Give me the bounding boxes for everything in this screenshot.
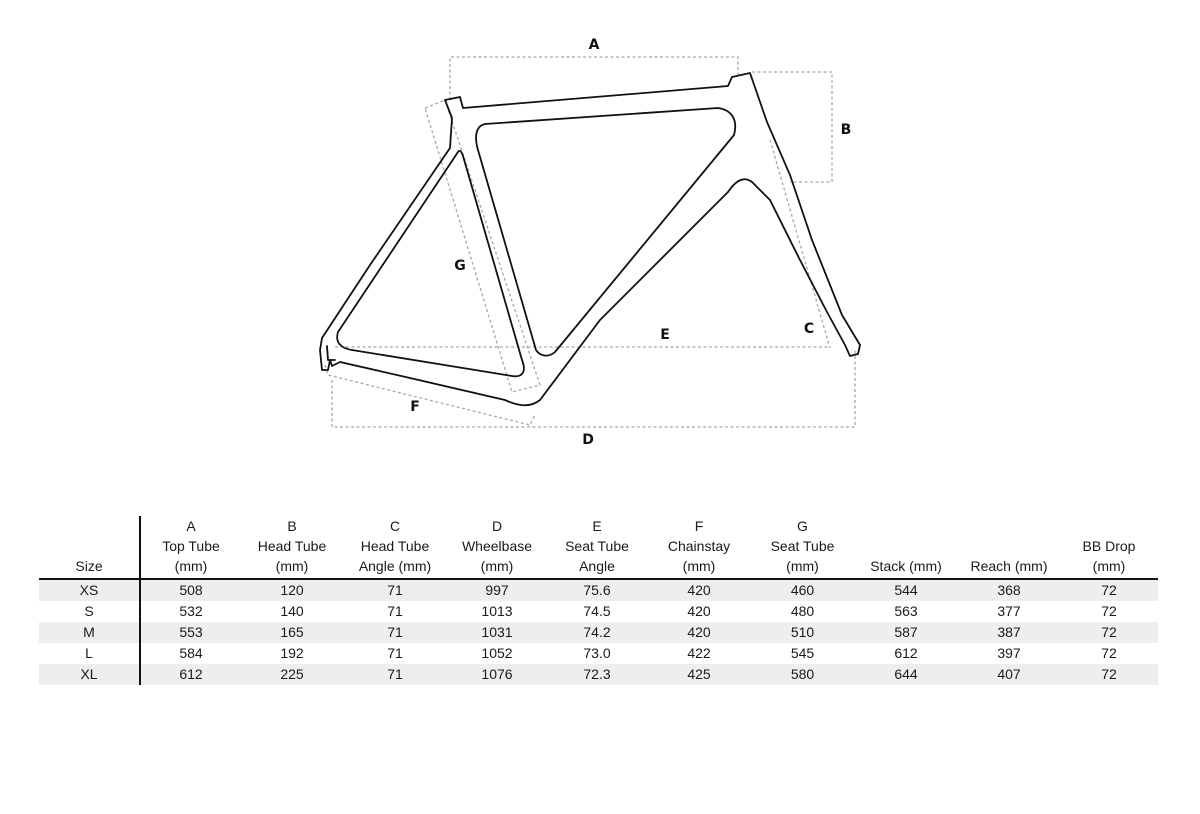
column-header-reach bbox=[958, 516, 1060, 579]
table-cell: 74.5 bbox=[583, 603, 611, 619]
table-cell: 563 bbox=[894, 603, 918, 619]
table-cell: 73.0 bbox=[583, 645, 611, 661]
table-cell: 997 bbox=[447, 579, 547, 601]
table-row bbox=[39, 579, 1158, 601]
table-cell: 72 bbox=[1060, 579, 1158, 601]
table-cell: 544 bbox=[854, 579, 958, 601]
column-header-line: (mm) bbox=[174, 558, 208, 574]
table-cell: 71 bbox=[387, 603, 403, 619]
geometry-table bbox=[39, 516, 1158, 685]
column-header-line: (mm) bbox=[682, 558, 716, 574]
table-cell: 420 bbox=[647, 579, 751, 601]
column-header-line: Head Tube bbox=[360, 538, 430, 554]
table-cell: 644 bbox=[854, 664, 958, 685]
dimension-label-e: E bbox=[660, 327, 670, 343]
size-cell: XL bbox=[39, 664, 140, 685]
column-header-line: Size bbox=[75, 558, 103, 574]
table-cell: 460 bbox=[751, 579, 854, 601]
table-cell: 165 bbox=[241, 622, 343, 643]
column-header-a bbox=[140, 516, 241, 579]
rear-triangle-inner bbox=[337, 151, 524, 377]
column-header-line: (mm) bbox=[1092, 558, 1126, 574]
table-cell: 545 bbox=[790, 645, 815, 661]
column-header-line: Wheelbase bbox=[461, 538, 533, 554]
dropout bbox=[327, 346, 335, 360]
table-cell: 425 bbox=[647, 664, 751, 685]
column-header-line: G bbox=[797, 518, 808, 534]
table-cell: 1013 bbox=[481, 603, 513, 619]
column-header-line: F bbox=[694, 518, 704, 534]
column-header-line: Reach (mm) bbox=[970, 558, 1048, 574]
table-cell: 510 bbox=[751, 622, 854, 643]
table-cell: 1031 bbox=[447, 622, 547, 643]
column-header-bbdrop bbox=[1060, 516, 1158, 579]
guide-b-head-tube bbox=[752, 72, 832, 182]
column-header-line: Chainstay bbox=[667, 538, 731, 554]
column-header-c bbox=[343, 516, 447, 579]
table-cell: 72 bbox=[1060, 622, 1158, 643]
column-header-line: Stack (mm) bbox=[870, 558, 942, 574]
column-header-b bbox=[241, 516, 343, 579]
table-cell: 71 bbox=[343, 622, 447, 643]
column-header-line: BB Drop bbox=[1082, 538, 1136, 554]
table-cell: 1076 bbox=[447, 664, 547, 685]
table-cell: 72 bbox=[1101, 603, 1117, 619]
table-body bbox=[39, 579, 1158, 685]
column-header-f bbox=[647, 516, 751, 579]
dimension-label-g: G bbox=[454, 258, 466, 274]
table-cell: 508 bbox=[140, 579, 241, 601]
table-cell: 422 bbox=[687, 645, 711, 661]
table-cell: 584 bbox=[179, 645, 203, 661]
table-cell: 387 bbox=[958, 622, 1060, 643]
table-cell: 587 bbox=[854, 622, 958, 643]
guide-d-wheelbase bbox=[332, 350, 855, 427]
table-header-row bbox=[39, 516, 1158, 579]
table-cell: 140 bbox=[280, 603, 304, 619]
table-cell: 225 bbox=[241, 664, 343, 685]
table-cell: 420 bbox=[687, 603, 711, 619]
dimension-label-b: B bbox=[840, 122, 852, 138]
table-cell: 420 bbox=[647, 622, 751, 643]
column-header-line: Angle bbox=[579, 558, 615, 574]
table-cell: 553 bbox=[140, 622, 241, 643]
table-row bbox=[39, 664, 1158, 685]
table-cell: 407 bbox=[958, 664, 1060, 685]
column-header-line: (mm) bbox=[786, 558, 819, 574]
table-cell: 612 bbox=[140, 664, 241, 685]
table-cell: 612 bbox=[894, 645, 918, 661]
column-header-stack bbox=[854, 516, 958, 579]
table-cell: 71 bbox=[343, 579, 447, 601]
table-cell: 72.3 bbox=[547, 664, 647, 685]
frame-outer-outline bbox=[320, 73, 860, 405]
column-header-line: Seat Tube bbox=[770, 538, 835, 554]
column-header-line: E bbox=[592, 518, 602, 534]
table-row bbox=[39, 643, 1158, 664]
column-header-line: C bbox=[389, 518, 401, 534]
table-cell: 480 bbox=[790, 603, 815, 619]
column-header-size bbox=[39, 516, 140, 579]
column-header-line: A bbox=[186, 518, 196, 534]
table-cell: 192 bbox=[280, 645, 304, 661]
table-cell: 72 bbox=[1060, 664, 1158, 685]
column-header-line: B bbox=[287, 518, 297, 534]
dimension-label-f: F bbox=[410, 399, 420, 415]
column-header-line: Seat Tube bbox=[565, 538, 629, 554]
table-cell: 71 bbox=[387, 645, 403, 661]
column-header-line: Angle (mm) bbox=[358, 558, 432, 574]
table-cell: 397 bbox=[997, 645, 1021, 661]
table-cell: 71 bbox=[343, 664, 447, 685]
size-cell: XS bbox=[39, 579, 140, 601]
table-cell: 1052 bbox=[481, 645, 513, 661]
table-cell: 72 bbox=[1101, 645, 1117, 661]
column-header-g bbox=[751, 516, 854, 579]
column-header-line: D bbox=[491, 518, 503, 534]
column-header-line: (mm) bbox=[480, 558, 514, 574]
table-row bbox=[39, 622, 1158, 643]
size-cell: M bbox=[39, 622, 140, 643]
table-cell: 74.2 bbox=[547, 622, 647, 643]
size-cell: S bbox=[39, 601, 140, 622]
measurement-guides bbox=[325, 57, 855, 427]
table-cell: 532 bbox=[179, 603, 203, 619]
size-cell: L bbox=[39, 643, 140, 664]
table-cell: 377 bbox=[997, 603, 1021, 619]
table-row bbox=[39, 601, 1158, 622]
front-triangle-inner bbox=[476, 108, 735, 356]
column-header-line: (mm) bbox=[275, 558, 309, 574]
column-header-d bbox=[447, 516, 547, 579]
dimension-label-a: A bbox=[588, 37, 600, 53]
table-cell: 368 bbox=[958, 579, 1060, 601]
table-cell: 580 bbox=[751, 664, 854, 685]
dimension-label-c: C bbox=[803, 321, 815, 337]
guide-g-seat-tube bbox=[425, 100, 540, 392]
column-header-line: Head Tube bbox=[257, 538, 327, 554]
guide-c-fork bbox=[770, 140, 830, 348]
column-header-line: Top Tube bbox=[162, 538, 220, 554]
table-cell: 120 bbox=[241, 579, 343, 601]
guide-a-top-tube bbox=[450, 57, 738, 100]
bike-frame bbox=[320, 73, 860, 405]
dimension-label-d: D bbox=[582, 432, 594, 448]
column-header-e bbox=[547, 516, 647, 579]
table-cell: 75.6 bbox=[547, 579, 647, 601]
